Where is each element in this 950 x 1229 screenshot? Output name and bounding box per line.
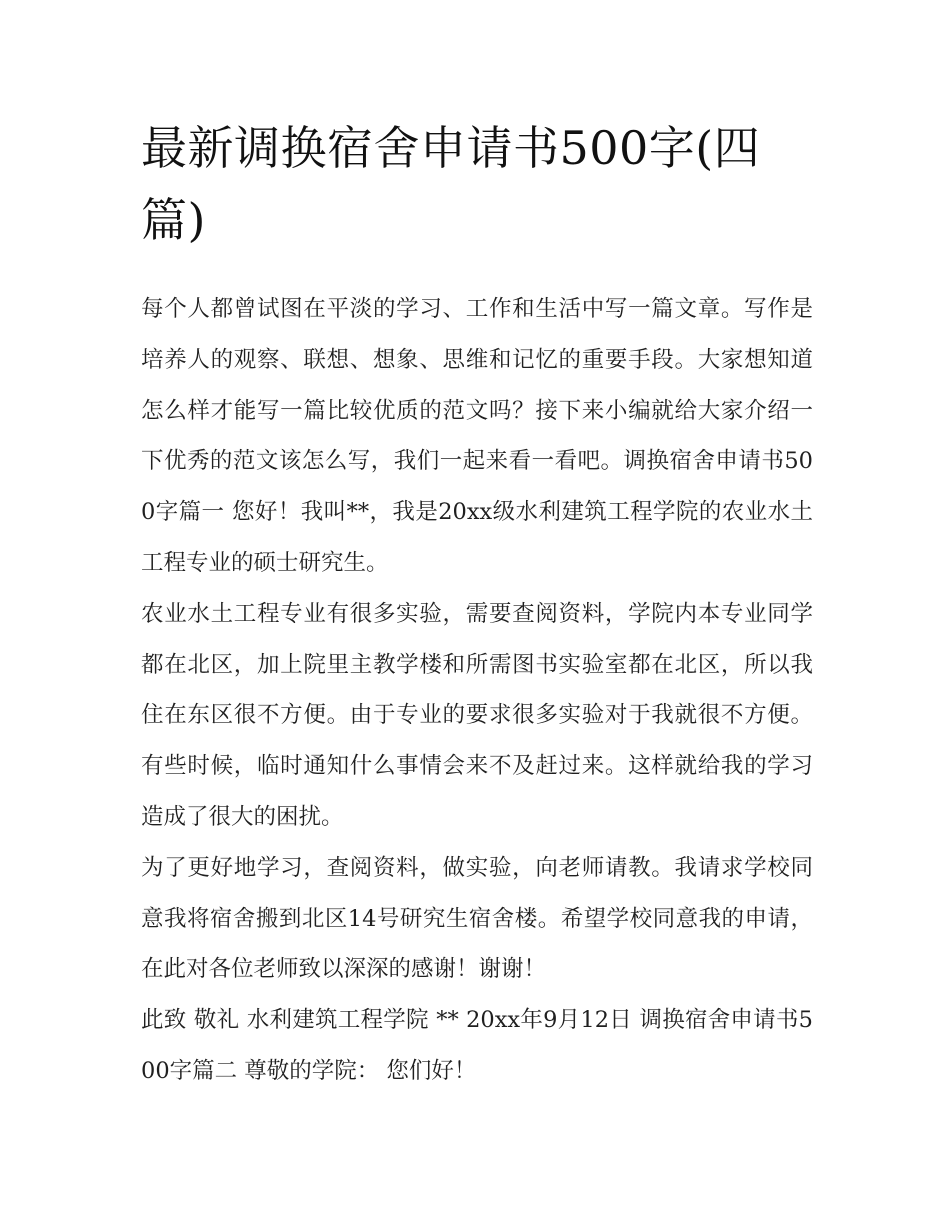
paragraph-intro: 每个人都曾试图在平淡的学习、工作和生活中写一篇文章。写作是培养人的观察、联想、想象、思维和记忆的重要手段。大家想知道怎么样才能写一篇比较优质的范文吗？接下来小编就给大家介绍一下优秀的范文该怎么写，我们一起来看一看吧。调换宿舍申请书500字篇一 您好！我叫**，我是20xx级水利建筑工程学院的农业水土工程专业的硕士研究生。 (141, 296, 813, 576)
document-page (141, 112, 813, 1097)
paragraph-closing: 此致 敬礼 水利建筑工程学院 ** 20xx年9月12日 调换宿舍申请书500字篇二 尊敬的学院： 您们好！ (141, 1007, 813, 1084)
document-title: 最新调换宿舍申请书500字(四篇) (141, 121, 761, 247)
paragraph-request: 为了更好地学习，查阅资料，做实验，向老师请教。我请求学校同意我将宿舍搬到北区14号研究生宿舍楼。希望学校同意我的申请，在此对各位老师致以深深的感谢！谢谢！ (141, 854, 813, 983)
document-body (141, 284, 813, 1097)
paragraph-reason: 农业水土工程专业有很多实验，需要查阅资料，学院内本专业同学都在北区，加上院里主教学楼和所需图书实验室都在北区，所以我住在东区很不方便。由于专业的要求很多实验对于我就很不方便。有些时候，临时通知什么事情会来不及赶过来。这样就给我的学习造成了很大的困扰。 (141, 600, 813, 830)
